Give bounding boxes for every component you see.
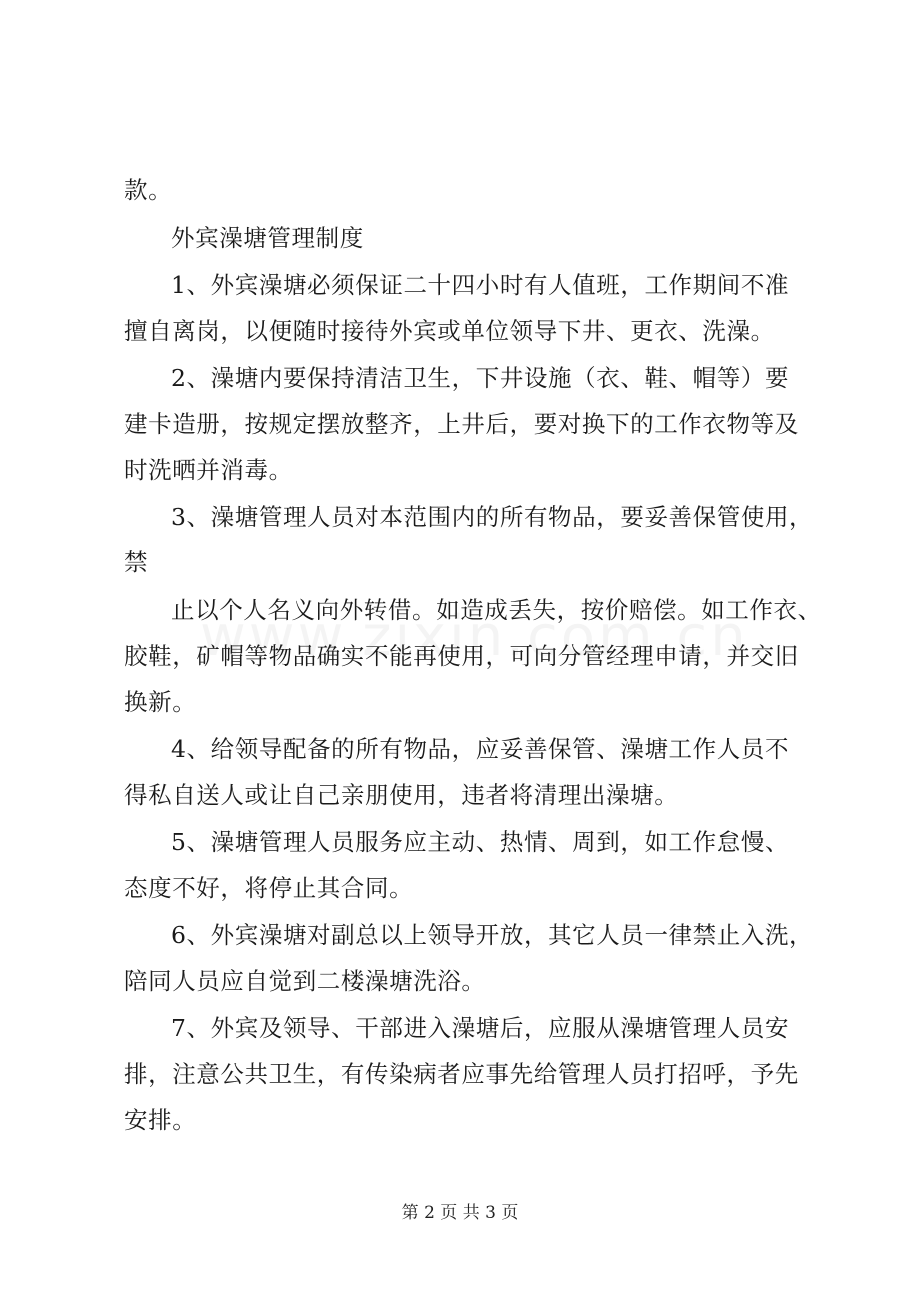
- text-line-continuation: 款。: [124, 176, 173, 204]
- rule-4-line-2: 得私自送人或让自己亲朋使用，违者将清理出澡塘。: [124, 781, 679, 809]
- rule-5-line-2: 态度不好，将停止其合同。: [124, 874, 414, 902]
- rule-7-line-2: 排，注意公共卫生，有传染病者应事先给管理人员打招呼，予先: [124, 1060, 799, 1088]
- rule-6-line-2: 陪同人员应自觉到二楼澡塘洗浴。: [124, 967, 486, 995]
- rule-3-line-3: 止以个人名义向外转借。如造成丢失，按价赔偿。如工作衣、: [171, 596, 822, 624]
- rule-3-line-2: 禁: [124, 548, 149, 576]
- rule-2-line-2: 建卡造册，按规定摆放整齐，上井后，要对换下的工作衣物等及: [124, 410, 799, 438]
- rule-1-line-1: 1、外宾澡塘必须保证二十四小时有人值班，工作期间不准: [171, 271, 790, 299]
- rule-4-line-1: 4、给领导配备的所有物品，应妥善保管、澡塘工作人员不: [171, 735, 790, 763]
- page-footer: 第 2 页 共 3 页: [401, 1203, 519, 1223]
- rule-5-line-1: 5、澡塘管理人员服务应主动、热情、周到，如工作怠慢、: [171, 828, 790, 856]
- rule-1-line-2: 擅自离岗，以便随时接待外宾或单位领导下井、更衣、洗澡。: [124, 317, 775, 345]
- rule-3-line-1: 3、澡塘管理人员对本范围内的所有物品，要妥善保管使用，: [171, 503, 814, 531]
- rule-6-line-1: 6、外宾澡塘对副总以上领导开放，其它人员一律禁止入洗，: [171, 921, 814, 949]
- rule-2-line-1: 2、澡塘内要保持清洁卫生，下井设施（衣、鞋、帽等）要: [171, 364, 790, 392]
- rule-7-line-1: 7、外宾及领导、干部进入澡塘后，应服从澡塘管理人员安: [171, 1014, 790, 1042]
- section-title: 外宾澡塘管理制度: [171, 224, 364, 252]
- rule-3-line-4: 胶鞋，矿帽等物品确实不能再使用，可向分管经理申请，并交旧: [124, 642, 799, 670]
- rule-2-line-3: 时洗晒并消毒。: [124, 456, 293, 484]
- rule-7-line-3: 安排。: [124, 1106, 197, 1134]
- rule-3-line-5: 换新。: [124, 688, 197, 716]
